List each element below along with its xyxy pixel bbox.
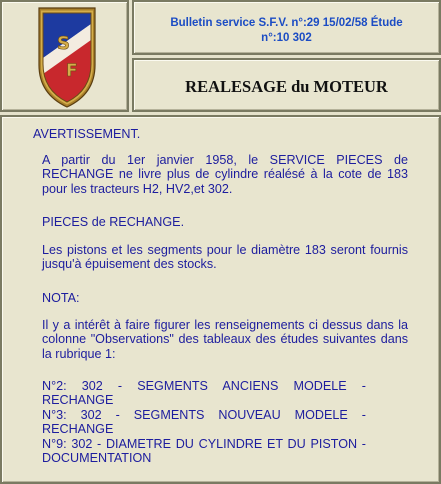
avertissement-heading: AVERTISSEMENT. [33,127,141,141]
page-title: REALESAGE du MOTEUR [185,77,388,96]
content-text [2,117,439,482]
logo-panel [0,0,129,112]
pistons-paragraph: Les pistons et les segments pour le diamètre 183 seront fournis jusqu'à épuisement des stocks. [42,243,408,272]
bulletin-line-2: n°:10 302 [261,32,312,44]
bulletin-header [132,0,441,55]
pieces-heading: PIECES de RECHANGE. [42,215,185,229]
interet-paragraph: Il y a intérêt à faire figurer les renseignements ci dessus dans la colonne "Observations" des tableaux des études suivantes dans la rubrique 1: [42,318,408,361]
list-item: N°3: 302 - SEGMENTS NOUVEAU MODELE - RECHANGE [42,407,366,437]
reference-list [42,379,366,465]
intro-paragraph: A partir du 1er janvier 1958, le SERVICE PIECES de RECHANGE ne livre plus de cylindre réalésé à la cote de 183 pour les tracteurs H2, HV2,et 302. [42,153,408,196]
title-panel [132,58,441,112]
list-item: N°9: 302 - DIAMETRE DU CYLINDRE ET DU PISTON - DOCUMENTATION [42,436,366,466]
nota-heading: NOTA: [42,291,80,305]
logo-letter-f: F [66,61,78,81]
bulletin-line-1: Bulletin service S.F.V. n°:29 15/02/58 Étude [170,17,403,29]
list-item: N°2: 302 - SEGMENTS ANCIENS MODELE - RECHANGE [42,379,366,408]
bulletin-reference [134,16,439,46]
content-panel [0,115,441,484]
logo-letter-s: S [57,33,70,54]
sfv-shield-badge-icon [2,2,127,110]
